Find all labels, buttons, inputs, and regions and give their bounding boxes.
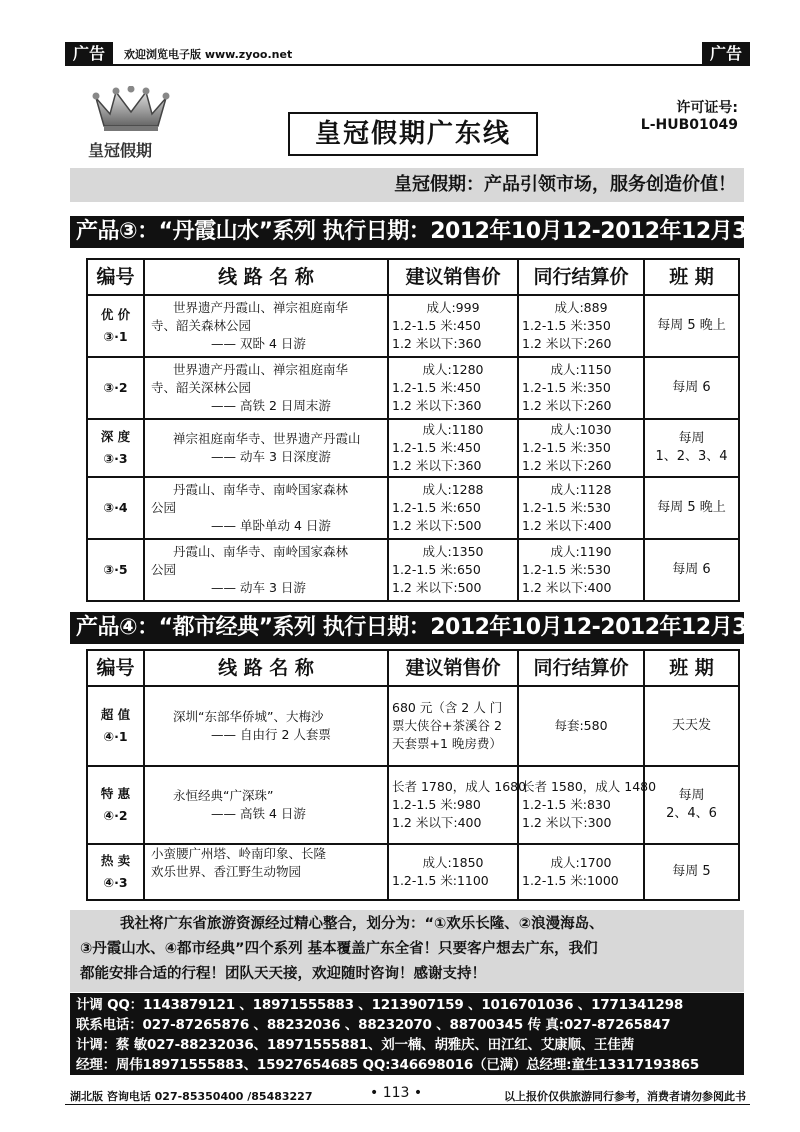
ad-tag-left: 广告 xyxy=(65,42,113,66)
retail-price-cell xyxy=(388,766,527,844)
price-line: 1.2 米以下:500 xyxy=(392,518,482,533)
price-line: 1.2-1.5 米:1000 xyxy=(522,873,619,888)
schedule-cell xyxy=(644,539,739,601)
schedule-cell xyxy=(644,357,739,419)
route-code: ④·3 xyxy=(103,875,128,890)
route-line: —— 自由行 2 人套票 xyxy=(211,727,331,742)
route-line: 寺、韶关森林公园 xyxy=(151,318,252,333)
price-line: 1.2-1.5 米:350 xyxy=(522,318,611,333)
route-line: 丹霞山、南华寺、南岭国家森林 xyxy=(173,544,349,559)
peer-price-cell xyxy=(518,766,657,844)
route-tag: 热 卖 xyxy=(100,853,131,868)
price-line: 1.2-1.5 米:530 xyxy=(522,562,611,577)
route-line: 小蛮腰广州塔、岭南印象、长隆 xyxy=(151,846,327,861)
retail-price-cell xyxy=(388,686,518,766)
price-line: 成人:1280 xyxy=(422,362,484,377)
route-code: ④·1 xyxy=(103,729,128,744)
price-line: 1.2-1.5 米:450 xyxy=(392,380,481,395)
retail-price-cell xyxy=(388,844,518,900)
route-line: 欢乐世界、香江野生动物园 xyxy=(151,864,302,879)
retail-price-cell xyxy=(388,419,518,477)
route-code-cell xyxy=(87,844,144,900)
retail-price-cell xyxy=(388,477,518,539)
schedule-line: 每周 6 xyxy=(672,380,711,395)
peer-price-cell xyxy=(518,295,644,357)
price-line: 680 元（含 2 人 门 xyxy=(392,700,503,715)
route-code-cell xyxy=(87,295,144,357)
product3-title-bar: 产品③：“丹霞山水”系列 执行日期：2012年10月12-2012年12月31日 xyxy=(70,216,744,248)
route-code-cell xyxy=(87,419,144,477)
table-row xyxy=(87,295,739,357)
route-tag: 优 价 xyxy=(100,307,131,322)
table-row xyxy=(87,357,739,419)
col-header-peer: 同行结算价 xyxy=(518,650,644,686)
route-code-cell xyxy=(87,357,144,419)
col-header-retail: 建议销售价 xyxy=(388,650,518,686)
route-line: 禅宗祖庭南华寺、世界遗产丹霞山 xyxy=(173,431,361,446)
route-name-cell xyxy=(144,477,388,539)
price-line: 1.2 米以下:360 xyxy=(392,336,482,351)
contact-line: 经理：周伟18971555883、15927654685 QQ:346698016（已满）总经理:童生13317193865 xyxy=(76,1057,700,1073)
route-name-cell xyxy=(144,357,388,419)
route-line: —— 高铁 2 日周末游 xyxy=(211,398,331,413)
schedule-cell xyxy=(644,844,739,900)
price-line: 1.2-1.5 米:450 xyxy=(392,440,481,455)
license-label: 许可证号: xyxy=(676,100,738,116)
table-row xyxy=(87,686,739,766)
price-line: 成人:999 xyxy=(426,300,480,315)
footer-hotline: 湖北版 咨询电话 027-85350400 /85483227 xyxy=(70,1090,313,1103)
contact-line: 计调 QQ：1143879121 、18971555883 、1213907159 、1016701036 、1771341298 xyxy=(76,997,684,1013)
price-line: 成人:889 xyxy=(554,300,608,315)
bottom-divider xyxy=(65,1104,750,1105)
price-line: 1.2 米以下:360 xyxy=(392,458,482,473)
schedule-line: 每周 5 晚上 xyxy=(657,500,726,515)
price-line: 成人:1190 xyxy=(550,544,612,559)
schedule-cell xyxy=(644,477,739,539)
license-number: L-HUB01049 xyxy=(640,117,738,133)
price-line: 1.2-1.5 米:830 xyxy=(522,797,611,812)
route-line: 丹霞山、南华寺、南岭国家森林 xyxy=(173,482,349,497)
price-line: 长者 1780，成人 1680 xyxy=(392,779,527,794)
price-line: 1.2-1.5 米:350 xyxy=(522,440,611,455)
peer-price-cell xyxy=(518,686,644,766)
route-code: ③·1 xyxy=(103,329,128,344)
price-line: 成人:1350 xyxy=(422,544,484,559)
price-line: 1.2 米以下:400 xyxy=(392,815,482,830)
schedule-line: 每周 6 xyxy=(672,562,711,577)
slogan-bar: 皇冠假期：产品引领市场，服务创造价值！ xyxy=(70,168,744,202)
price-line: 1.2-1.5 米:650 xyxy=(392,562,481,577)
peer-price-cell xyxy=(518,357,644,419)
price-line: 成人:1700 xyxy=(550,855,612,870)
route-code-cell xyxy=(87,686,144,766)
route-code: ④·2 xyxy=(103,808,128,823)
schedule-cell xyxy=(644,295,739,357)
note-line: 我社将广东省旅游资源经过精心整合，划分为：“①欢乐长隆、②浪漫海岛、 xyxy=(120,916,604,932)
route-line: 深圳“东部华侨城”、大梅沙 xyxy=(173,709,324,724)
price-line: 长者 1580，成人 1480 xyxy=(522,779,657,794)
top-divider xyxy=(65,64,750,66)
retail-price-cell xyxy=(388,357,518,419)
product4-title-bar: 产品④：“都市经典”系列 执行日期：2012年10月12-2012年12月31日 xyxy=(70,612,744,644)
schedule-line: 1、2、3、4 xyxy=(655,449,728,464)
route-code: ③·3 xyxy=(103,451,128,466)
page-number: • 113 • xyxy=(370,1085,423,1101)
price-line: 天套票+1 晚房费） xyxy=(392,736,502,751)
schedule-line: 2、4、6 xyxy=(666,806,717,821)
col-header-code: 编号 xyxy=(87,259,144,295)
route-code: ③·4 xyxy=(103,500,128,515)
route-name-cell xyxy=(144,295,388,357)
schedule-line: 每周 xyxy=(678,788,705,803)
retail-price-cell xyxy=(388,295,518,357)
route-name-cell xyxy=(144,419,388,477)
contact-line: 联系电话：027-87265876 、88232036 、88232070 、88700345 传 真:027-87265847 xyxy=(76,1017,671,1033)
route-line: —— 双卧 4 日游 xyxy=(211,336,306,351)
price-line: 1.2 米以下:400 xyxy=(522,580,612,595)
price-line: 1.2-1.5 米:650 xyxy=(392,500,481,515)
table-row xyxy=(87,766,739,844)
col-header-schedule: 班 期 xyxy=(644,650,739,686)
price-line: 1.2 米以下:260 xyxy=(522,398,612,413)
table-header-row xyxy=(87,650,739,686)
price-line: 1.2-1.5 米:530 xyxy=(522,500,611,515)
footer-disclaimer: 以上报价仅供旅游同行参考，消费者请勿参阅此书 xyxy=(504,1090,746,1103)
price-line: 1.2-1.5 米:980 xyxy=(392,797,481,812)
price-line: 成人:1288 xyxy=(422,482,484,497)
route-line: 寺、韶关深林公园 xyxy=(151,380,252,395)
price-line: 成人:1850 xyxy=(422,855,484,870)
price-line: 1.2-1.5 米:1100 xyxy=(392,873,489,888)
schedule-line: 每周 5 晚上 xyxy=(657,318,726,333)
route-line: 世界遗产丹霞山、禅宗祖庭南华 xyxy=(173,362,349,377)
price-line: 1.2 米以下:360 xyxy=(392,398,482,413)
contact-line: 计调：蔡 敏027-88232036、18971555881、刘一楠、胡雅庆、田江红、艾康顺、王佳茜 xyxy=(76,1037,634,1053)
price-line: 1.2 米以下:400 xyxy=(522,518,612,533)
route-line: —— 动车 3 日深度游 xyxy=(211,449,331,464)
schedule-cell xyxy=(644,766,739,844)
price-line: 票大侠谷+茶溪谷 2 xyxy=(392,718,502,733)
price-line: 成人:1150 xyxy=(550,362,612,377)
note-line: 都能安排合适的行程！团队天天接，欢迎随时咨询！感谢支持！ xyxy=(80,966,486,982)
schedule-line: 每周 5 xyxy=(672,864,711,879)
schedule-cell xyxy=(644,419,739,477)
price-line: 1.2 米以下:300 xyxy=(522,815,612,830)
route-tag: 深 度 xyxy=(100,429,131,444)
peer-price-cell xyxy=(518,539,644,601)
route-code-cell xyxy=(87,539,144,601)
schedule-line: 天天发 xyxy=(671,718,711,733)
peer-price-cell xyxy=(518,477,644,539)
route-line: 公园 xyxy=(151,562,177,577)
route-line: 永恒经典“广深珠” xyxy=(173,788,274,803)
route-tag: 特 惠 xyxy=(100,786,131,801)
price-line: 1.2-1.5 米:350 xyxy=(522,380,611,395)
note-line: ③丹霞山水、④都市经典”四个系列 基本覆盖广东全省！只要客户想去广东，我们 xyxy=(80,941,598,957)
retail-price-cell xyxy=(388,539,518,601)
table-row xyxy=(87,419,739,477)
contact-block xyxy=(70,993,744,1075)
col-header-schedule: 班 期 xyxy=(644,259,739,295)
col-header-peer: 同行结算价 xyxy=(518,259,644,295)
route-tag: 超 值 xyxy=(100,707,131,722)
product4-table xyxy=(86,649,740,901)
peer-price-cell xyxy=(518,419,644,477)
license-block xyxy=(641,100,738,134)
summary-note xyxy=(70,910,744,992)
route-line: 世界遗产丹霞山、禅宗祖庭南华 xyxy=(173,300,349,315)
welcome-text: 欢迎浏览电子版 www.zyoo.net xyxy=(124,48,293,61)
price-line: 1.2-1.5 米:450 xyxy=(392,318,481,333)
crown-logo-icon xyxy=(92,86,170,132)
price-line: 1.2 米以下:260 xyxy=(522,336,612,351)
route-code-cell xyxy=(87,477,144,539)
route-name-cell xyxy=(144,844,388,900)
col-header-retail: 建议销售价 xyxy=(388,259,518,295)
price-line: 1.2 米以下:260 xyxy=(522,458,612,473)
ad-tag-right: 广告 xyxy=(702,42,750,66)
page-title: 皇冠假期广东线 xyxy=(288,112,538,156)
schedule-line: 每周 xyxy=(678,431,705,446)
price-line: 1.2 米以下:500 xyxy=(392,580,482,595)
col-header-route: 线 路 名 称 xyxy=(144,259,388,295)
route-name-cell xyxy=(144,539,388,601)
brand-small-logo-text: 皇冠假期 xyxy=(88,141,153,160)
route-name-cell xyxy=(144,766,388,844)
route-line: —— 高铁 4 日游 xyxy=(211,806,306,821)
col-header-route: 线 路 名 称 xyxy=(144,650,388,686)
price-line: 成人:1180 xyxy=(422,422,484,437)
product3-table xyxy=(86,258,740,602)
route-line xyxy=(151,881,384,899)
route-code: ③·5 xyxy=(103,562,128,577)
schedule-cell xyxy=(644,686,739,766)
table-header-row xyxy=(87,259,739,295)
table-row xyxy=(87,539,739,601)
col-header-code: 编号 xyxy=(87,650,144,686)
price-line: 每套:580 xyxy=(554,718,608,733)
route-name-cell xyxy=(144,686,388,766)
peer-price-cell xyxy=(518,844,644,900)
route-line: 公园 xyxy=(151,500,177,515)
price-line: 成人:1128 xyxy=(550,482,612,497)
route-code-cell xyxy=(87,766,144,844)
price-line: 成人:1030 xyxy=(550,422,612,437)
route-line: —— 动车 3 日游 xyxy=(211,580,306,595)
route-code: ③·2 xyxy=(103,380,128,395)
table-row xyxy=(87,477,739,539)
route-line: —— 单卧单动 4 日游 xyxy=(211,518,331,533)
table-row xyxy=(87,844,739,900)
